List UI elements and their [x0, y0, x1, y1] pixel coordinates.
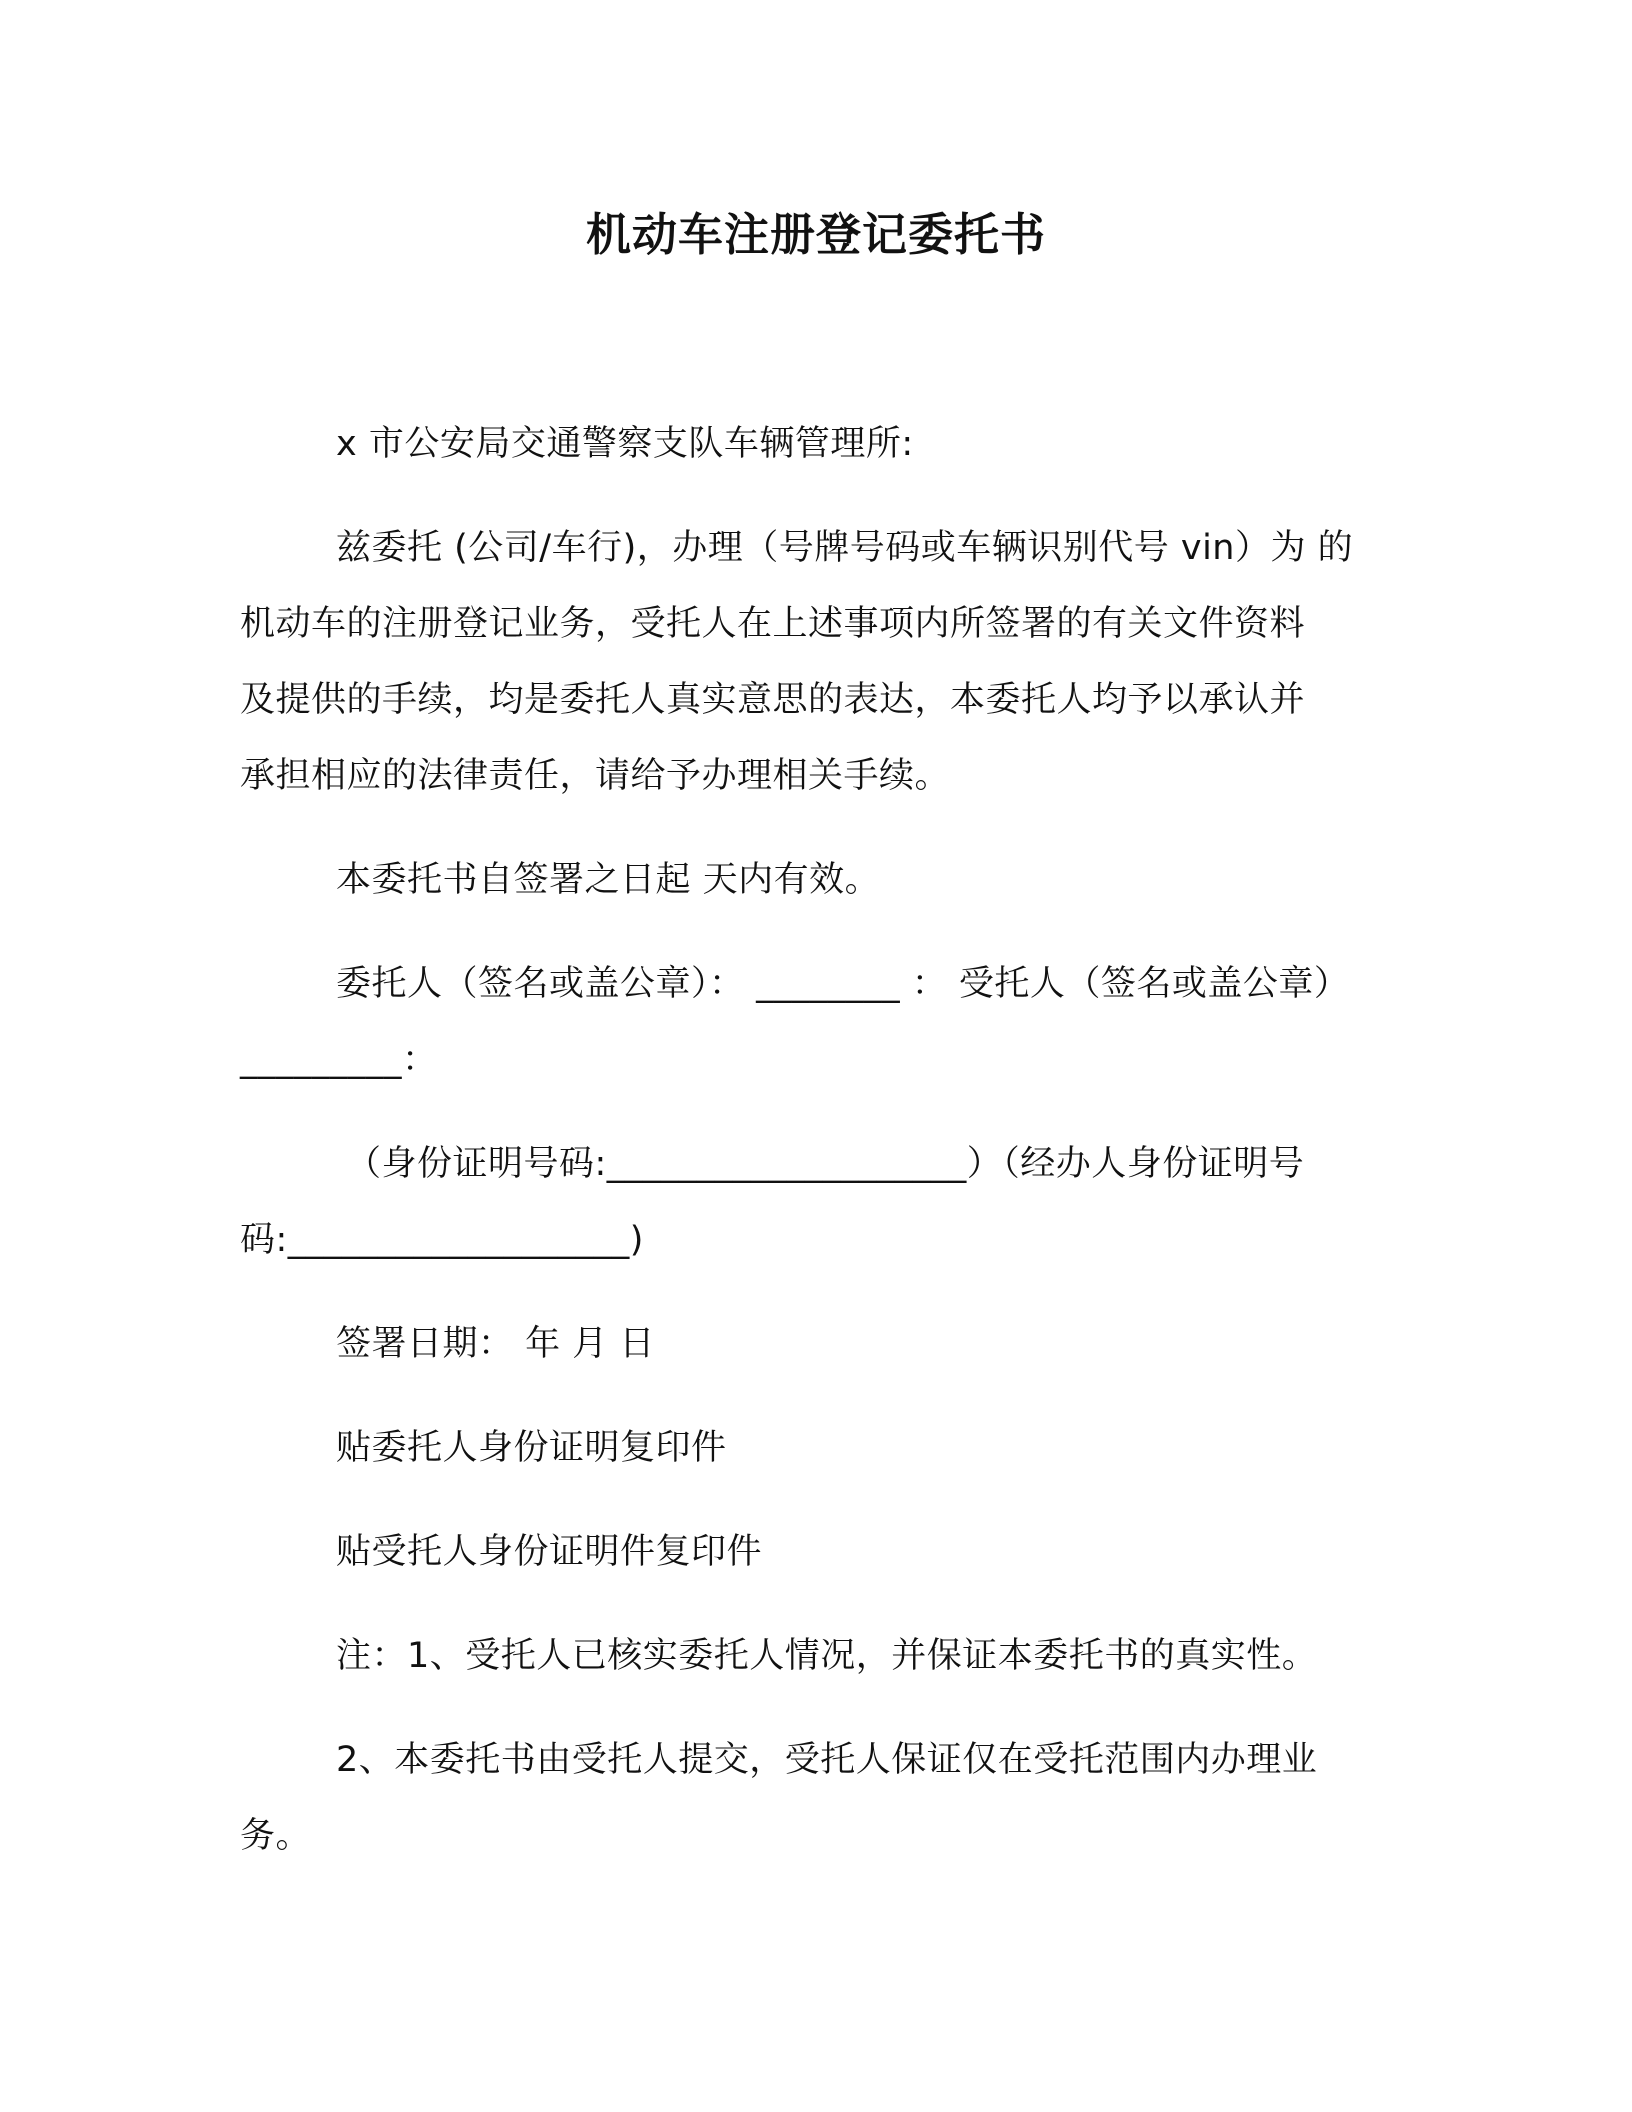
attachment-agent-id: 贴受托人身份证明件复印件 [336, 1532, 763, 1572]
signature-line-1: 委托人（签名或盖公章）： ________ ： 受托人（签名或盖公章） [336, 964, 1350, 1004]
signature-line-2: _________： [240, 1040, 438, 1080]
body-line-4: 承担相应的法律责任，请给予办理相关手续。 [240, 756, 951, 796]
body-line-1: 兹委托 (公司/车行)，办理（号牌号码或车辆识别代号 vin）为 的 [336, 528, 1354, 568]
body-line-2: 机动车的注册登记业务，受托人在上述事项内所签署的有关文件资料 [240, 604, 1306, 644]
note-2-line-2: 务。 [240, 1816, 312, 1856]
sign-date-line: 签署日期： 年 月 日 [336, 1324, 655, 1364]
document-title: 机动车注册登记委托书 [585, 208, 1046, 261]
attachment-principal-id: 贴委托人身份证明复印件 [336, 1428, 727, 1468]
validity-line: 本委托书自签署之日起 天内有效。 [336, 860, 881, 900]
body-line-3: 及提供的手续，均是委托人真实意思的表达，本委托人均予以承认并 [240, 680, 1306, 720]
note-1-line: 注：1、受托人已核实委托人情况，并保证本委托书的真实性。 [336, 1636, 1318, 1676]
addressee-line: x 市公安局交通警察支队车辆管理所: [336, 424, 914, 464]
note-2-line-1: 2、本委托书由受托人提交，受托人保证仅在受托范围内办理业 [336, 1740, 1318, 1780]
id-number-line-2: 码:___________________) [240, 1220, 644, 1260]
id-number-line-1: （身份证明号码:____________________）（经办人身份证明号 [346, 1144, 1305, 1184]
